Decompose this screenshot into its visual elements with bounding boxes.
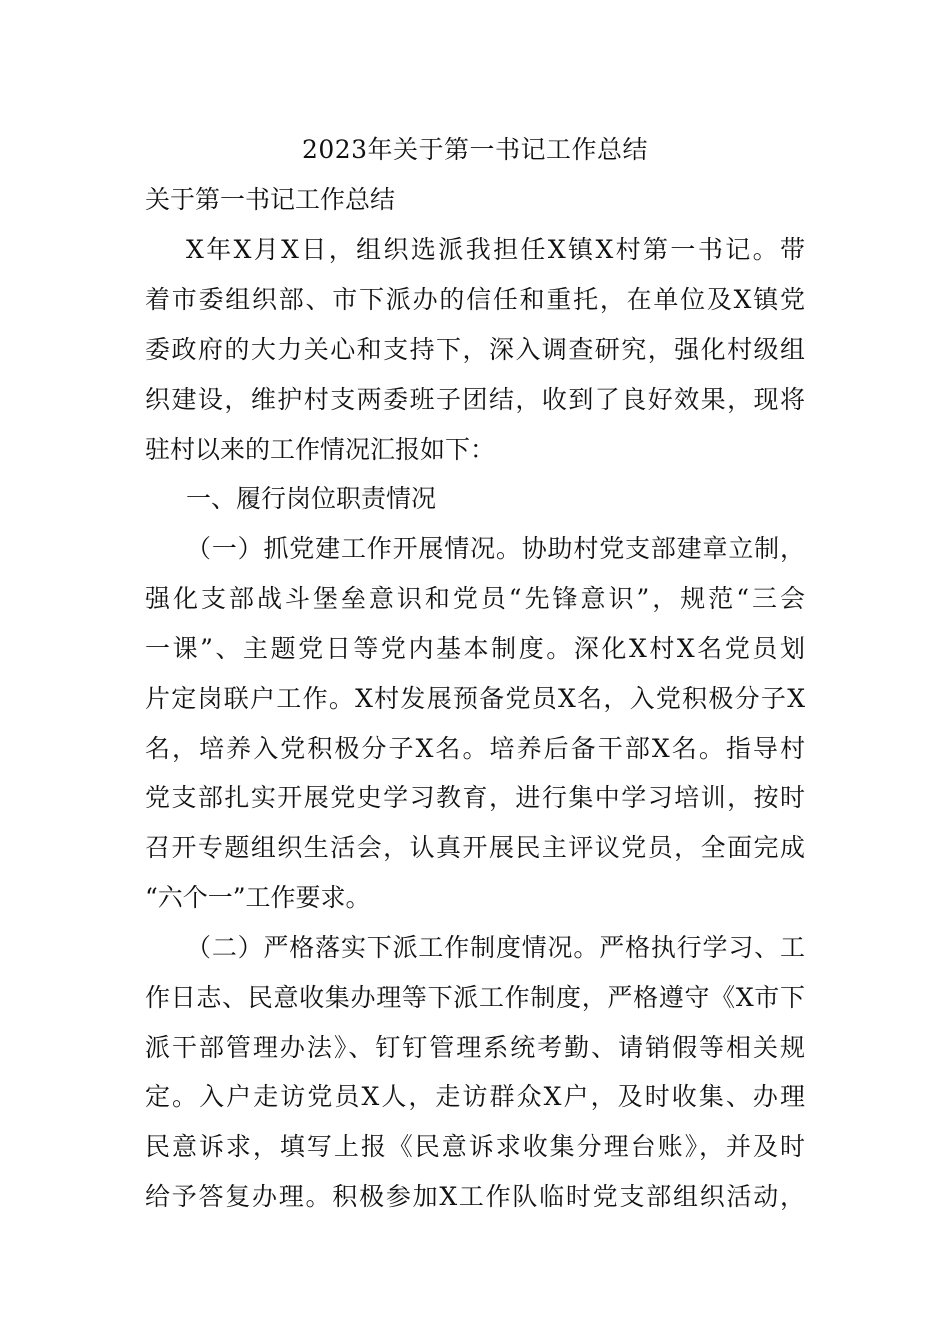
paragraph-line: 给予答复办理。积极参加X工作队临时党支部组织活动，: [145, 1182, 805, 1211]
paragraph-line: 着市委组织部、市下派办的信任和重托，在单位及X镇党: [145, 285, 805, 314]
section-heading: 一、履行岗位职责情况: [186, 484, 437, 513]
paragraph-line: 作日志、民意收集办理等下派工作制度，严格遵守《X市下: [145, 983, 805, 1012]
paragraph-line: 驻村以来的工作情况汇报如下：: [145, 435, 496, 464]
paragraph-line: 片定岗联户工作。X村发展预备党员X名，入党积极分子X: [145, 684, 805, 713]
paragraph-line: 民意诉求，填写上报《民意诉求收集分理台账》，并及时: [145, 1132, 805, 1161]
paragraph-line: 召开专题组织生活会，认真开展民主评议党员，全面完成: [145, 833, 805, 862]
paragraph-line: 派干部管理办法》、钉钉管理系统考勤、请销假等相关规: [145, 1033, 805, 1062]
paragraph-line: 委政府的大力关心和支持下，深入调查研究，强化村级组: [145, 335, 805, 364]
paragraph-line: （二）严格落实下派工作制度情况。严格执行学习、工: [186, 933, 805, 962]
paragraph-line: 定。入户走访党员X人，走访群众X户，及时收集、办理: [145, 1082, 805, 1111]
paragraph-line: 一课”、主题党日等党内基本制度。深化X村X名党员划: [145, 634, 805, 663]
paragraph-line: 党支部扎实开展党史学习教育，进行集中学习培训，按时: [145, 783, 805, 812]
document-title: 2023年关于第一书记工作总结: [301, 135, 649, 164]
paragraph-line: （一）抓党建工作开展情况。协助村党支部建章立制，: [186, 534, 805, 563]
paragraph-line: 织建设，维护村支两委班子团结，收到了良好效果，现将: [145, 385, 805, 414]
paragraph-line: 强化支部战斗堡垒意识和党员“先锋意识”，规范“三会: [145, 584, 805, 613]
paragraph-line: “六个一”工作要求。: [145, 883, 371, 912]
paragraph-line: X年X月X日，组织选派我担任X镇X村第一书记。带: [186, 235, 805, 264]
paragraph-line: 名，培养入党积极分子X名。培养后备干部X名。指导村: [145, 734, 805, 763]
document-subtitle: 关于第一书记工作总结: [145, 185, 396, 214]
